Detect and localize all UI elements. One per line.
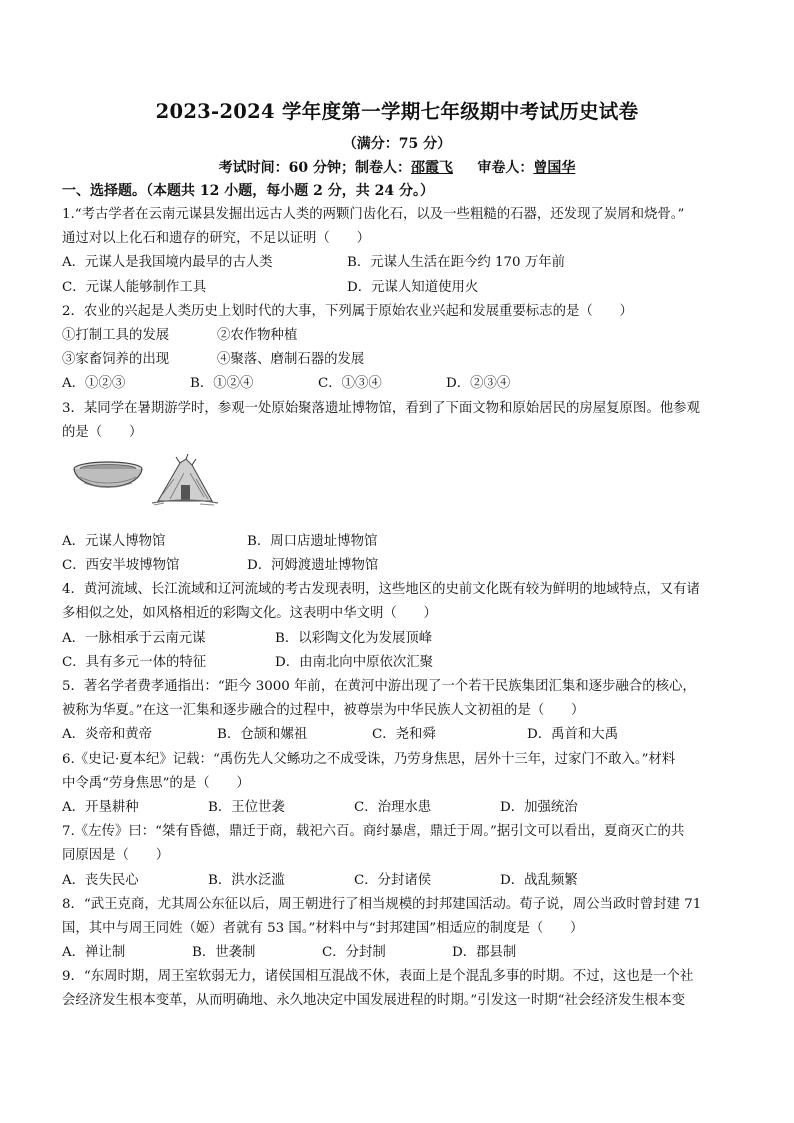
exam-meta	[0, 157, 794, 177]
q8-stem-line2: 国，其中与周王同姓（姬）者就有 53 国。”材料中与“封邦建国”相适应的制度是（ ）	[62, 920, 584, 936]
q6-stem-line2: 中令禹“劳身焦思”的是（ ）	[62, 775, 250, 791]
q4-options-row1	[62, 627, 742, 651]
q7-stem-line1: 7.《左传》曰：“桀有昏德，鼎迁于商，载祀六百。商纣暴虐，鼎迁于周。”据引文可以看出，夏商灭亡的共	[62, 824, 685, 840]
q2-item-3: ③家畜饲养的出现	[62, 352, 170, 368]
q5-options	[62, 723, 742, 747]
q2-option-c: C．①③④	[318, 376, 382, 392]
q3-option-c: C．西安半坡博物馆	[62, 558, 180, 574]
section-heading: 一、选择题。（本题共 12 小题，每小题 2 分，共 24 分。）	[62, 183, 434, 199]
q1-options-row1	[62, 251, 742, 275]
q5-option-a: A．炎帝和黄帝	[62, 727, 153, 743]
q5-stem-line2: 被称为华夏。”在这一汇集和逐步融合的过程中，被尊崇为中华民族人文初祖的是（ ）	[62, 703, 585, 719]
q6-option-d: D．加强统治	[500, 799, 578, 815]
q2-option-b: B．①②④	[190, 376, 254, 392]
q4-option-b: B．以彩陶文化为发展顶峰	[275, 630, 433, 646]
q3-stem-line1: 3．某同学在暑期游学时，参观一处原始聚落遗址博物馆，看到了下面文物和原始居民的房屋复原图。他参观	[62, 400, 700, 416]
q5-stem-line1: 5．著名学者费孝通指出：“距今 3000 年前，在黄河中游出现了一个若干民族集团汇集和逐步融合的核心，	[62, 679, 696, 694]
pottery-bowl-image	[70, 459, 146, 503]
maker-name: 邵霞飞	[410, 160, 453, 176]
q8-option-b: B．世袭制	[192, 945, 256, 961]
q1-options-row2	[62, 276, 742, 300]
hut-reconstruction-image	[150, 453, 220, 513]
q2-option-d: D．②③④	[446, 376, 511, 392]
q7-option-d: D．战乱频繁	[500, 872, 578, 888]
q1-stem-line1: 1.“考古学者在云南元谋县发掘出远古人类的两颗门齿化石，以及一些粗糙的石器，还发现了炭屑和烧骨。”	[62, 207, 685, 222]
q1-option-a: A．元谋人是我国境内最早的古人类	[62, 255, 273, 271]
q2-item-1: ①打制工具的发展	[62, 327, 170, 343]
q2-stem: 2．农业的兴起是人类历史上划时代的大事，下列属于原始农业兴起和发展重要标志的是（ ）	[62, 303, 633, 319]
q5-option-b: B．仓颉和嫘祖	[217, 727, 308, 743]
q8-option-a: A．禅让制	[62, 945, 126, 961]
q3-option-a: A．元谋人博物馆	[62, 533, 166, 549]
q4-stem-line1: 4．黄河流域、长江流域和辽河流域的考古发现表明，这些地区的史前文化既有较为鲜明的地域特点，又有诸	[62, 582, 700, 598]
q2-item-4: ④聚落、磨制石器的发展	[217, 352, 365, 368]
q2-item-2: ②农作物种植	[217, 327, 298, 343]
q8-option-c: C．分封制	[322, 945, 386, 961]
q3-options-row2	[62, 554, 742, 578]
q2-items-row1	[62, 324, 742, 348]
q4-option-a: A．一脉相承于云南元谋	[62, 630, 206, 646]
q7-stem-line2: 同原因是（ ）	[62, 848, 170, 864]
q3-option-d: D．河姆渡遗址博物馆	[247, 558, 379, 574]
q7-option-c: C．分封诸侯	[354, 872, 432, 888]
exam-title: 2023-2024 学年度第一学期七年级期中考试历史试卷	[155, 100, 639, 123]
q7-options	[62, 869, 742, 893]
q6-option-a: A．开垦耕种	[62, 799, 139, 815]
q3-figures	[62, 445, 742, 530]
q6-options	[62, 796, 742, 820]
q3-options-row1	[62, 530, 742, 554]
q6-stem-line1: 6.《史记·夏本纪》记载：“禹伤先人父鲧功之不成受诛，乃劳身焦思，居外十三年，过家门不敢入。”材料	[62, 751, 676, 767]
q8-options	[62, 941, 742, 965]
q5-option-d: D．禹首和大禹	[527, 727, 619, 743]
q2-options	[62, 372, 742, 396]
q1-stem-line2: 通过对以上化石和遗存的研究，不足以证明（ ）	[62, 231, 370, 247]
q7-option-b: B．洪水泛滥	[208, 872, 285, 888]
full-score: （满分：75 分）	[342, 136, 452, 152]
q4-stem-line2: 多相似之处，如风格相近的彩陶文化。这表明中华文明（ ）	[62, 606, 437, 622]
q4-option-d: D．由南北向中原依次汇聚	[275, 654, 434, 670]
time-label: 考试时间：60 分钟；制卷人：	[218, 160, 411, 176]
q6-option-c: C．治理水患	[354, 799, 432, 815]
q3-option-b: B．周口店遗址博物馆	[247, 533, 378, 549]
question-list	[62, 203, 742, 1014]
q9-stem-line1: 9．“东周时期，周王室软弱无力，诸侯国相互混战不休，表面上是个混乱多事的时期。不过，这也是一个社	[62, 969, 694, 985]
q3-stem-line2: 的是（ ）	[62, 424, 143, 440]
reviewer-name: 曾国华	[533, 160, 576, 176]
q9-stem-line2: 会经济发生根本变革，从而明确地、永久地决定中国发展进程的时期。”引发这一时期“社会经济发生根本变	[62, 993, 685, 1009]
q1-option-d: D．元谋人知道使用火	[347, 279, 479, 295]
q6-option-b: B．王位世袭	[208, 799, 285, 815]
q4-options-row2	[62, 651, 742, 675]
q8-option-d: D．郡县制	[452, 945, 517, 961]
q8-stem-line1: 8．“武王克商，尤其周公东征以后，周王朝进行了相当规模的封邦建国活动。荀子说，周公当政时曾封建 71	[62, 896, 702, 912]
q1-option-b: B．元谋人生活在距今约 170 万年前	[347, 255, 565, 271]
q5-option-c: C．尧和舜	[372, 727, 436, 743]
q4-option-c: C．具有多元一体的特征	[62, 654, 207, 670]
q1-option-c: C．元谋人能够制作工具	[62, 279, 207, 295]
q2-option-a: A．①②③	[62, 376, 126, 392]
q7-option-a: A．丧失民心	[62, 872, 139, 888]
reviewer-label: 审卷人：	[477, 160, 534, 176]
q2-items-row2	[62, 348, 742, 372]
